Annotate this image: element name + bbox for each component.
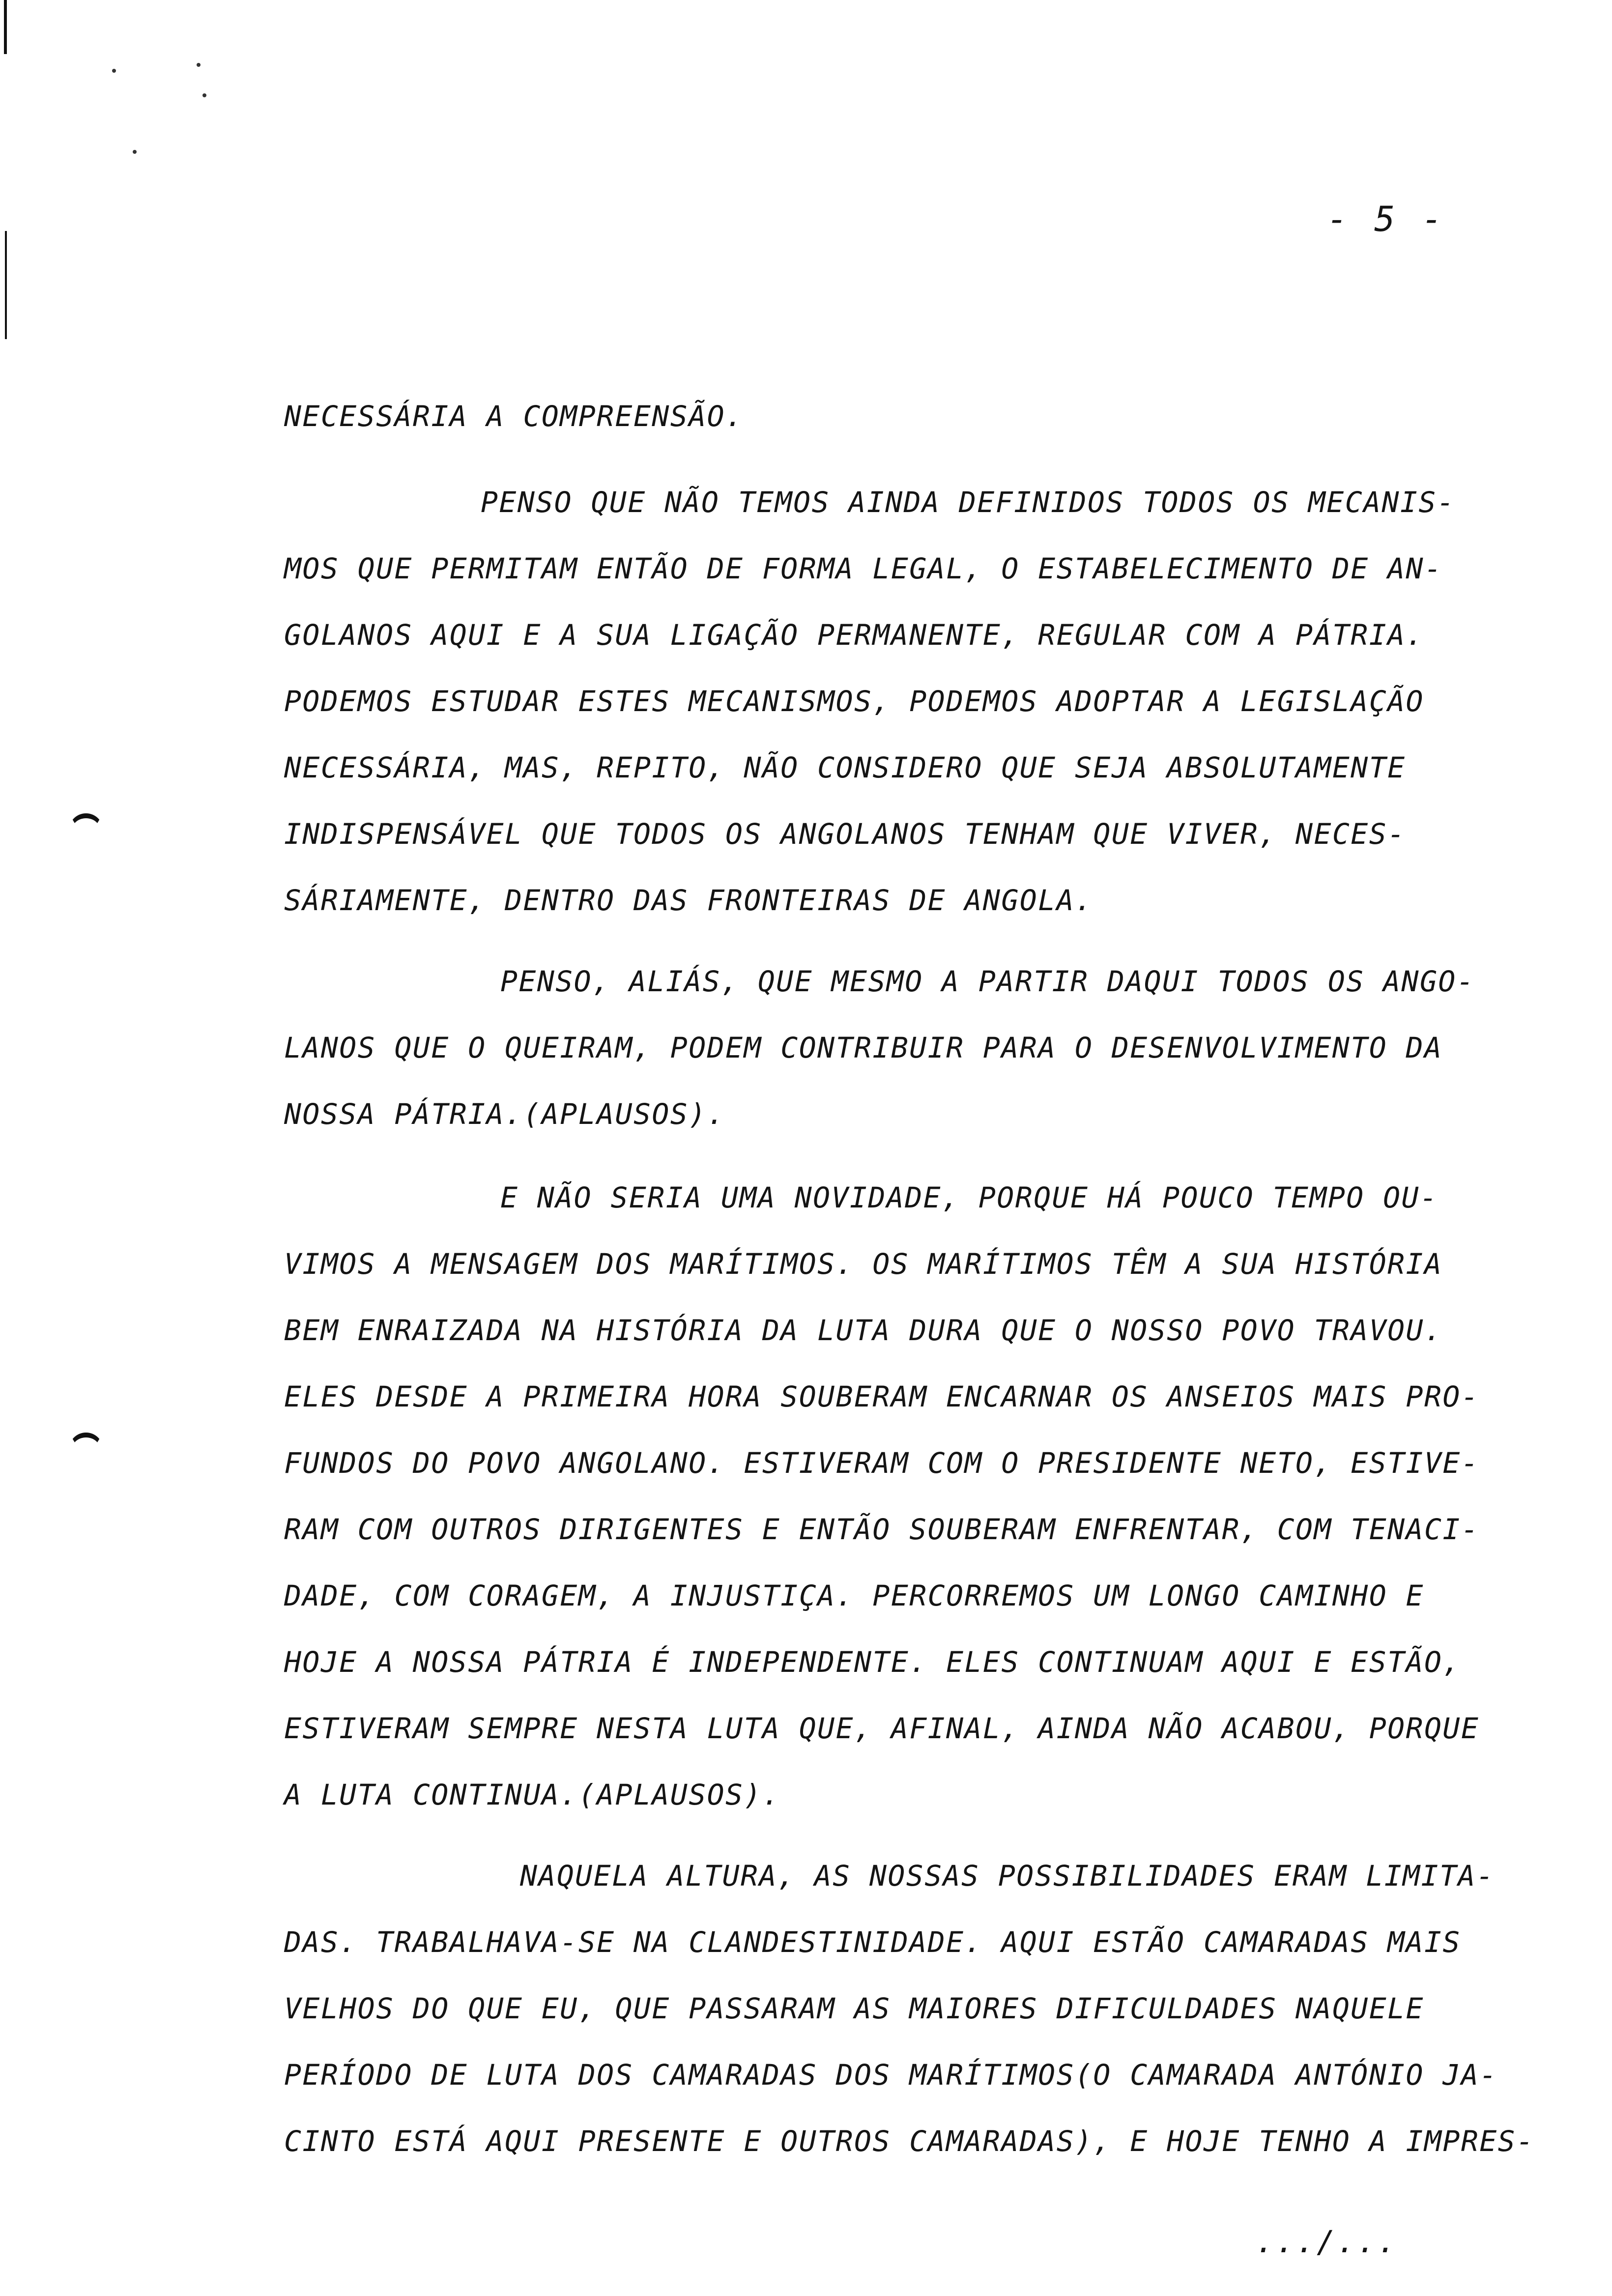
text-line: VIMOS A MENSAGEM DOS MARÍTIMOS. OS MARÍTIMOS TÊM A SUA HISTÓRIA bbox=[284, 1247, 1443, 1281]
text-line: PENSO, ALIÁS, QUE MESMO A PARTIR DAQUI TODOS OS ANGO- bbox=[500, 965, 1475, 998]
page-number: - 5 - bbox=[1327, 199, 1445, 239]
text-line: PODEMOS ESTUDAR ESTES MECANISMOS, PODEMOS ADOPTAR A LEGISLAÇÃO bbox=[284, 685, 1424, 718]
text-line: GOLANOS AQUI E A SUA LIGAÇÃO PERMANENTE, REGULAR COM A PÁTRIA. bbox=[284, 618, 1424, 652]
text-line: INDISPENSÁVEL QUE TODOS OS ANGOLANOS TENHAM QUE VIVER, NECES- bbox=[284, 817, 1406, 851]
text-line: PERÍODO DE LUTA DOS CAMARADAS DOS MARÍTIMOS(O CAMARADA ANTÓNIO JA- bbox=[284, 2058, 1498, 2092]
text-line: NAQUELA ALTURA, AS NOSSAS POSSIBILIDADES ERAM LIMITA- bbox=[520, 1859, 1495, 1893]
scan-edge-mark-middle bbox=[5, 231, 7, 339]
text-line: HOJE A NOSSA PÁTRIA É INDEPENDENTE. ELES CONTINUAM AQUI E ESTÃO, bbox=[284, 1645, 1461, 1679]
text-line: NECESSÁRIA, MAS, REPITO, NÃO CONSIDERO QUE SEJA ABSOLUTAMENTE bbox=[284, 751, 1406, 784]
punch-hole-lower bbox=[69, 1433, 103, 1467]
text-line: A LUTA CONTINUA.(APLAUSOS). bbox=[284, 1778, 781, 1811]
scan-edge-mark-top bbox=[4, 0, 7, 54]
text-line: FUNDOS DO POVO ANGOLANO. ESTIVERAM COM O PRESIDENTE NETO, ESTIVE- bbox=[284, 1446, 1480, 1480]
text-line: LANOS QUE O QUEIRAM, PODEM CONTRIBUIR PARA O DESENVOLVIMENTO DA bbox=[284, 1031, 1443, 1064]
scan-speck bbox=[112, 69, 116, 73]
scan-speck bbox=[133, 150, 137, 154]
text-line: VELHOS DO QUE EU, QUE PASSARAM AS MAIORES DIFICULDADES NAQUELE bbox=[284, 1992, 1424, 2025]
text-line: PENSO QUE NÃO TEMOS AINDA DEFINIDOS TODOS OS MECANIS- bbox=[481, 486, 1456, 519]
text-line: RAM COM OUTROS DIRIGENTES E ENTÃO SOUBERAM ENFRENTAR, COM TENACI- bbox=[284, 1513, 1480, 1546]
text-line: NECESSÁRIA A COMPREENSÃO. bbox=[284, 400, 744, 433]
text-line: ELES DESDE A PRIMEIRA HORA SOUBERAM ENCARNAR OS ANSEIOS MAIS PRO- bbox=[284, 1380, 1480, 1413]
scan-speck bbox=[197, 63, 201, 67]
text-line: BEM ENRAIZADA NA HISTÓRIA DA LUTA DURA QUE O NOSSO POVO TRAVOU. bbox=[284, 1314, 1443, 1347]
scan-speck bbox=[202, 93, 206, 97]
text-line: CINTO ESTÁ AQUI PRESENTE E OUTROS CAMARADAS), E HOJE TENHO A IMPRES- bbox=[284, 2124, 1535, 2158]
text-line: DAS. TRABALHAVA-SE NA CLANDESTINIDADE. AQUI ESTÃO CAMARADAS MAIS bbox=[284, 1925, 1461, 1959]
text-line: SÁRIAMENTE, DENTRO DAS FRONTEIRAS DE ANGOLA. bbox=[284, 884, 1094, 917]
text-line: ESTIVERAM SEMPRE NESTA LUTA QUE, AFINAL, AINDA NÃO ACABOU, PORQUE bbox=[284, 1712, 1480, 1745]
text-line: DADE, COM CORAGEM, A INJUSTIÇA. PERCORREMOS UM LONGO CAMINHO E bbox=[284, 1579, 1424, 1612]
text-line: MOS QUE PERMITAM ENTÃO DE FORMA LEGAL, O ESTABELECIMENTO DE AN- bbox=[284, 552, 1443, 585]
text-line: NOSSA PÁTRIA.(APLAUSOS). bbox=[284, 1097, 726, 1131]
continuation-marker: .../... bbox=[1256, 2224, 1398, 2260]
text-line: E NÃO SERIA UMA NOVIDADE, PORQUE HÁ POUCO TEMPO OU- bbox=[500, 1181, 1439, 1214]
punch-hole-upper bbox=[69, 813, 103, 848]
